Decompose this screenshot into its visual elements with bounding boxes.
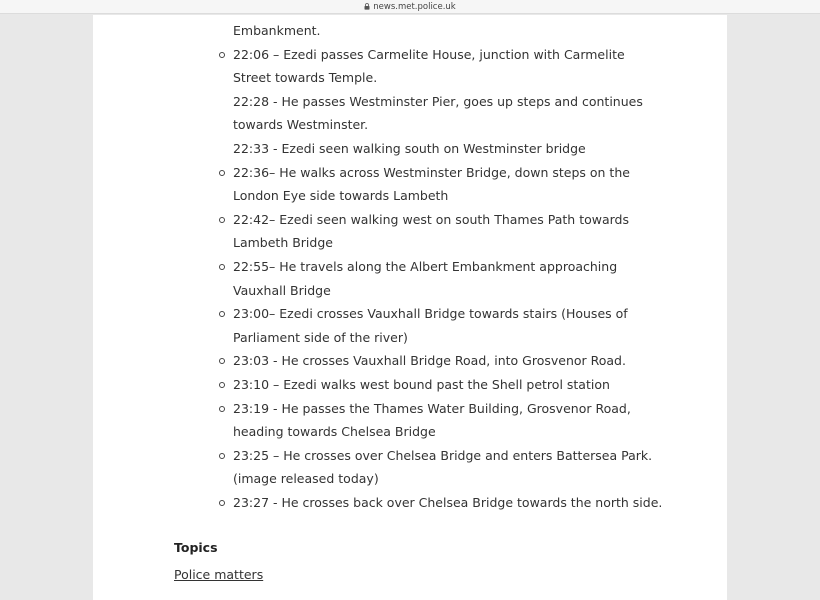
article-page [93, 15, 727, 600]
bullet-icon [219, 52, 225, 58]
bullet-icon [219, 406, 225, 412]
timeline-item-text: 22:36– He walks across Westminster Bridge, down steps on the London Eye side towards Lambeth [233, 164, 630, 204]
topic-link-police-matters[interactable]: Police matters [174, 567, 264, 582]
address-bar[interactable] [0, 0, 820, 14]
topics-heading: Topics [174, 540, 218, 555]
bullet-icon [219, 453, 225, 459]
timeline-item [233, 19, 663, 43]
timeline-item-text: 23:00– Ezedi crosses Vauxhall Bridge towards stairs (Houses of Parliament side of the river) [233, 306, 628, 345]
bullet-icon [219, 170, 225, 176]
bullet-icon [219, 500, 225, 506]
bullet-icon [219, 382, 225, 388]
timeline-item [233, 255, 663, 302]
timeline-item [233, 349, 663, 373]
timeline-item [233, 302, 663, 349]
timeline-item-text: 22:28 - He passes Westminster Pier, goes up steps and continues towards Westminster. [233, 93, 643, 133]
bullet-icon [219, 358, 225, 364]
bullet-icon [219, 264, 225, 270]
timeline-item-text: 22:33 - Ezedi seen walking south on Westminster bridge [233, 140, 586, 156]
timeline-item-text: 23:27 - He crosses back over Chelsea Bridge towards the north side. [233, 494, 663, 510]
timeline-item [233, 208, 663, 255]
timeline-item-text: 22:42– Ezedi seen walking west on south Thames Path towards Lambeth Bridge [233, 211, 629, 251]
timeline-item-text: 22:55– He travels along the Albert Embankment approaching Vauxhall Bridge [233, 258, 618, 298]
timeline-item [233, 397, 663, 444]
timeline-item-text: 22:06 – Ezedi passes Carmelite House, junction with Carmelite Street towards Temple. [233, 46, 625, 86]
timeline-item-text: Embankment. [233, 23, 321, 38]
timeline-item [233, 90, 663, 137]
timeline-item [233, 43, 663, 90]
bullet-icon [219, 311, 225, 317]
url-text: news.met.police.uk [373, 1, 456, 12]
timeline-item-text: 23:10 – Ezedi walks west bound past the Shell petrol station [233, 376, 610, 392]
timeline-item [233, 444, 663, 491]
timeline-item [233, 373, 663, 397]
timeline-item-text: 23:19 - He passes the Thames Water Building, Grosvenor Road, heading towards Chelsea Bridge [233, 400, 631, 440]
timeline-list [233, 19, 663, 514]
timeline-item [233, 491, 663, 515]
lock-icon [364, 3, 370, 10]
bullet-icon [219, 217, 225, 223]
timeline-item [233, 161, 663, 208]
timeline-item-text: 23:25 – He crosses over Chelsea Bridge and enters Battersea Park. (image released today) [233, 447, 653, 487]
timeline-item-text: 23:03 - He crosses Vauxhall Bridge Road, into Grosvenor Road. [233, 353, 626, 369]
timeline-item [233, 137, 663, 161]
